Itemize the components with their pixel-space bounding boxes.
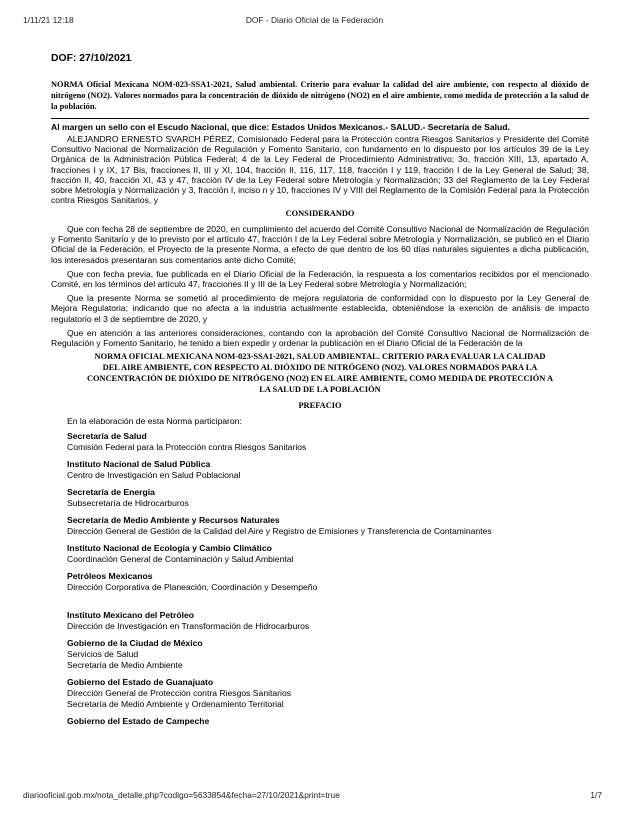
- participant-unit: Servicios de Salud: [67, 648, 139, 659]
- participant-block: [67, 543, 589, 565]
- participant-unit: Coordinación General de Contaminación y Salud Ambiental: [67, 553, 294, 564]
- considerando-paragraph-2: Que con fecha previa, fue publicada en el Diario Oficial de la Federación, la respuesta a los comentarios recibidos por el mencionado Comité, en los términos del artículo 47, fracciones II y III de la Ley Federal sobre Metrología y Normalización;: [51, 268, 589, 289]
- participant-name: Instituto Nacional de Ecología y Cambio Climático: [67, 542, 272, 553]
- participants-intro: En la elaboración de esta Norma participaron:: [67, 415, 242, 426]
- participant-name: Secretaría de Medio Ambiente y Recursos Naturales: [67, 514, 280, 525]
- prefacio-heading: PREFACIO: [298, 401, 342, 411]
- participant-block: [67, 459, 589, 481]
- participant-unit: Centro de Investigación en Salud Poblacional: [67, 469, 241, 480]
- participant-unit: Secretaría de Medio Ambiente y Ordenamiento Territorial: [67, 698, 284, 709]
- considerando-paragraph-1: Que con fecha 28 de septiembre de 2020, en cumplimiento del acuerdo del Comité Consultivo Nacional de Normalización de Regulación y Fomento Sanitario y de lo previsto por el artículo 47, fracción I de la Ley Federal sobre Metrología y Normalización, se publicó en el Diario Oficial de la Federación, el Proyecto de la presente Norma, a efecto de que dentro de los 60 días naturales siguientes a dicha publicación, los interesados presentaran sus comentarios ante dicho Comité;: [51, 223, 589, 265]
- participant-name: Secretaría de Energía: [67, 486, 155, 497]
- margin-note: Al margen un sello con el Escudo Nacional, que dice: Estados Unidos Mexicanos.- SALUD.- Secretaría de Salud.: [51, 122, 510, 132]
- spacer: [51, 599, 589, 610]
- participant-block: [67, 571, 589, 593]
- participant-unit: Subsecretaría de Hidrocarburos: [67, 497, 189, 508]
- considerando-paragraph-4: Que en atención a las anteriores consideraciones, contando con la aprobación del Comité Consultivo Nacional de Normalización de Regulación y Fomento Sanitario, he tenido a bien expedir y ordenar la publicación en el Diario Oficial de la Federación de la: [51, 327, 589, 348]
- participant-block: [67, 515, 589, 537]
- print-title: DOF - Diario Oficial de la Federación: [245, 15, 384, 25]
- participant-name: Instituto Nacional de Salud Pública: [67, 458, 211, 469]
- considerando-paragraph-3: Que la presente Norma se sometió al procedimiento de mejora regulatoria de conformidad con lo dispuesto por la Ley General de Mejora Regulatoria; indicando que no afecta a la industria actualmente establecida, obteniéndose la exención de análisis de impacto regulatorio el 3 de septiembre de 2020, y: [51, 293, 589, 324]
- page-url: diariooficial.gob.mx/nota_detalle.php?codigo=5633854&fecha=27/10/2021&print=true: [23, 790, 340, 800]
- participant-unit: Dirección de Investigación en Transformación de Hidrocarburos: [67, 620, 310, 631]
- print-footer: [0, 790, 629, 804]
- norm-heading: NORMA Oficial Mexicana NOM-023-SSA1-2021, Salud ambiental. Criterio para evaluar la calidad del aire ambiente, con respecto al dióxido de nitrógeno (NO2). Valores normados para la concentración de dióxido de nitrógeno (NO2) en el aire ambiente, como medida de protección a la salud de la población.: [51, 80, 589, 111]
- preamble-paragraph: ALEJANDRO ERNESTO SVARCH PÉREZ, Comisionado Federal para la Protección contra Riesgos Sanitarios y Presidente del Comité Consultivo Nacional de Normalización de Regulación y Fomento Sanitario, con fundamento en lo dispuesto por los artículos 39 de la Ley Orgánica de la Administración Pública Federal; 4 de la Ley Federal de Procedimiento Administrativo; 3o, fracción XIII, 13, apartado A, fracciones I y IX, 17 Bis, fracciones II, III y XI, 104, fracción II, 116, 117, 118, fracción I y 119, fracción I de la Ley General de Salud; 38, fracción II, 40, fracción XI, 43 y 47, fracción IV de la Ley Federal sobre Metrología y Normalización; 33 del Reglamento de la Ley Federal sobre Metrología y Normalización y 3, fracción I, inciso n y 10, fracciones IV y VIII del Reglamento de la Comisión Federal para la Protección contra Riesgos Sanitarios, y: [51, 134, 589, 206]
- document-body: [51, 52, 589, 733]
- page-number: 1/7: [590, 790, 602, 800]
- participant-name: Secretaría de Salud: [67, 430, 147, 441]
- participant-unit: Dirección General de Gestión de la Calidad del Aire y Registro de Emisiones y Transferencia de Contaminantes: [67, 525, 492, 536]
- norm-title-block: NORMA OFICIAL MEXICANA NOM-023-SSA1-2021, SALUD AMBIENTAL. CRITERIO PARA EVALUAR LA CALIDAD DEL AIRE AMBIENTE, CON RESPECTO AL DIÓXIDO DE NITRÓGENO (NO2). VALORES NORMADOS PARA LA CONCENTRACIÓN DE DIÓXIDO DE NITRÓGENO (NO2) EN EL AIRE AMBIENTE, COMO MEDIDA DE PROTECCIÓN A LA SALUD DE LA POBLACIÓN: [86, 352, 554, 394]
- dof-date: DOF: 27/10/2021: [51, 53, 132, 64]
- participant-block: [67, 677, 589, 710]
- participant-name: Gobierno de la Ciudad de México: [67, 637, 203, 648]
- participant-unit: Dirección General de Protección contra Riesgos Sanitarios: [67, 687, 292, 698]
- participant-unit: Comisión Federal para la Protección contra Riesgos Sanitarios: [67, 441, 307, 452]
- participant-block: [67, 431, 589, 453]
- participant-block: [67, 487, 589, 509]
- participants-list: [51, 431, 589, 727]
- print-date: 1/11/21 12:18: [23, 15, 74, 25]
- participant-unit: Secretaría de Medio Ambiente: [67, 659, 183, 670]
- participant-unit: Dirección Corporativa de Planeación, Coordinación y Desempeño: [67, 581, 318, 592]
- participant-name: Gobierno del Estado de Guanajuato: [67, 676, 214, 687]
- divider: [51, 118, 589, 119]
- considerando-heading: CONSIDERANDO: [285, 209, 355, 219]
- participant-name: Gobierno del Estado de Campeche: [67, 715, 210, 726]
- participant-block: [67, 638, 589, 671]
- participant-name: Instituto Mexicano del Petróleo: [67, 609, 195, 620]
- print-header: [0, 15, 629, 29]
- participant-block: [67, 716, 589, 727]
- participant-name: Petróleos Mexicanos: [67, 570, 153, 581]
- participant-block: [67, 610, 589, 632]
